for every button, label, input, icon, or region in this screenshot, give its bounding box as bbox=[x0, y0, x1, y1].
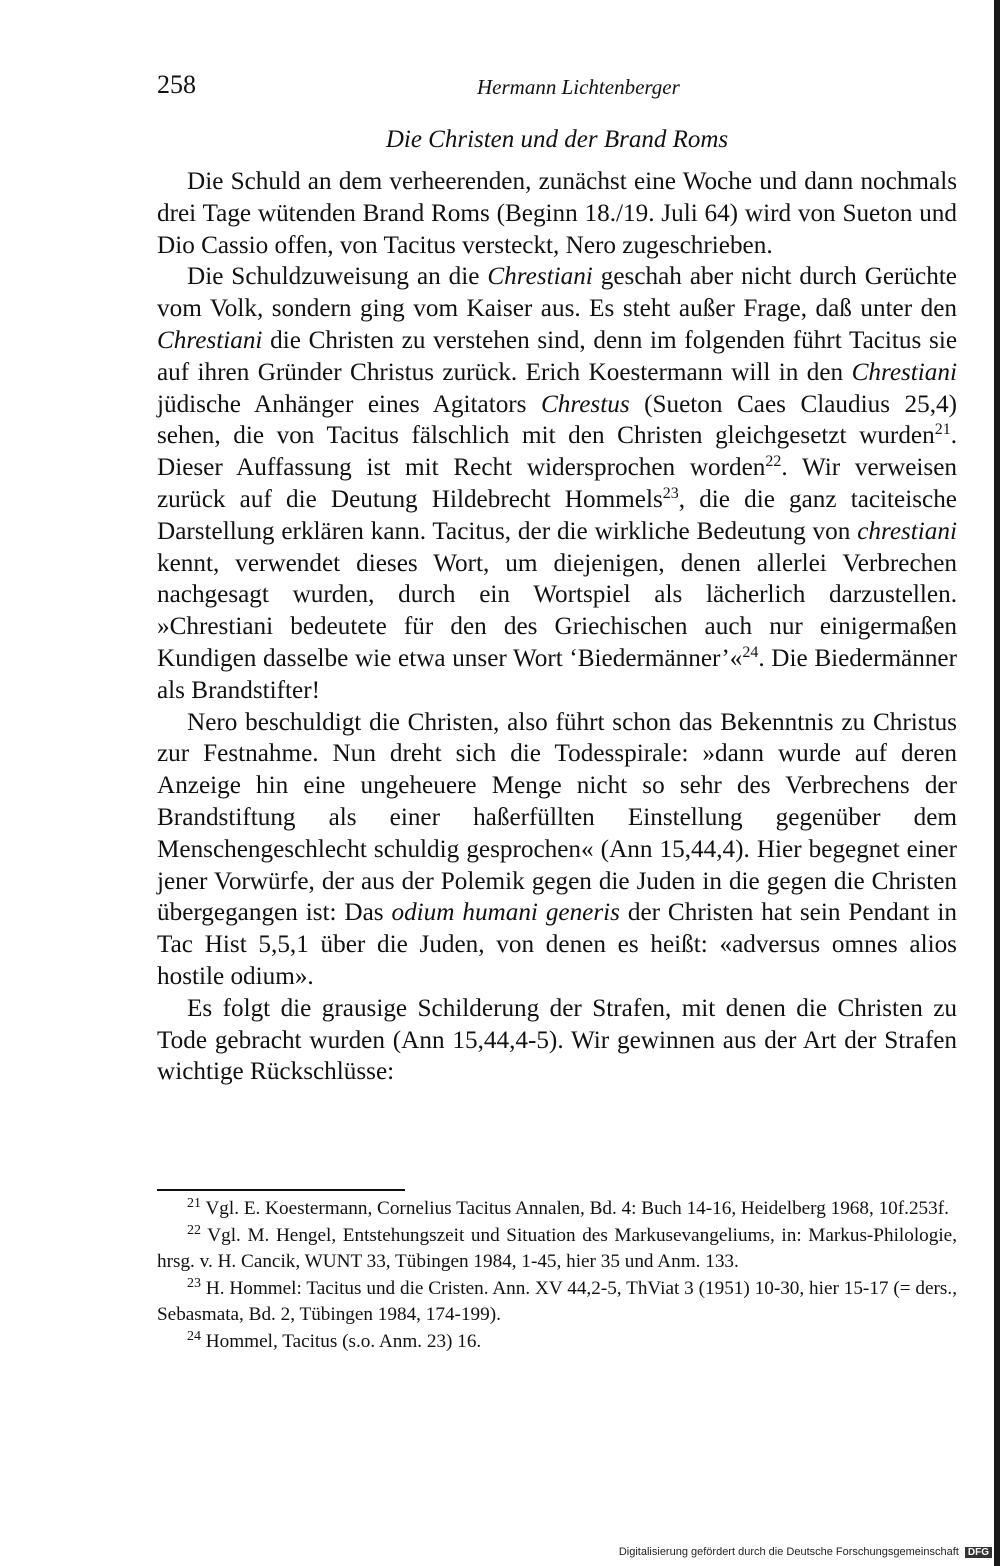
section-title: Die Christen und der Brand Roms bbox=[385, 126, 729, 153]
text-run: jüdische Anhänger eines Agitators bbox=[157, 390, 541, 418]
footnote-ref-22[interactable]: 22 bbox=[765, 453, 782, 471]
scan-edge bbox=[994, 0, 1000, 1566]
footnote-23 bbox=[157, 1276, 957, 1329]
footnote-text: Vgl. E. Koestermann, Cornelius Tacitus Annalen, Bd. 4: Buch 14-16, Heidelberg 1968, 10f.253f. bbox=[201, 1198, 949, 1219]
footnote-text: H. Hommel: Tacitus und die Cristen. Ann. XV 44,2-5, ThViat 3 (1951) 10-30, hier 15-17 (= ders., Sebasmata, Bd. 2, Tübingen 1984, 174-199). bbox=[157, 1277, 957, 1326]
text-run: kennt, verwendet dieses Wort, um diejenigen, denen allerlei Verbrechen nachgesagt wurden, durch ein Wortspiel als lächerlich darzustellen. »Chrestiani bedeutete für den des Griechischen auch nur einigermaßen Kundigen dasselbe wie etwa unser Wort ‘Biedermänner’« bbox=[157, 549, 957, 672]
footnote-ref-23[interactable]: 23 bbox=[662, 484, 679, 502]
text-run: . Die Biedermänner als Brandstifter! bbox=[157, 644, 957, 704]
text-run: , die die ganz taciteische Darstellung erklären kann. Tacitus, der die wirkliche Bedeutung von bbox=[157, 485, 957, 545]
paragraph-3 bbox=[157, 707, 957, 993]
italic-term: Chrestiani bbox=[487, 263, 593, 291]
italic-term: Chrestiani bbox=[157, 326, 263, 354]
footnote-ref-24[interactable]: 24 bbox=[742, 643, 759, 661]
footnote-ref-21[interactable]: 21 bbox=[934, 421, 951, 439]
italic-term: Chrestus bbox=[540, 390, 630, 418]
credit-text: Digitalisierung gefördert durch die Deutsche Forschungsgemeinschaft bbox=[618, 1546, 959, 1558]
dfg-logo-icon: DFG bbox=[965, 1547, 992, 1558]
paragraph-1: Die Schuld an dem verheerenden, zunächst eine Woche und dann nochmals drei Tage wütenden Brand Roms (Beginn 18./19. Juli 64) wird von Sueton und Dio Cassio offen, von Tacitus versteckt, Nero zugeschrieben. bbox=[157, 168, 957, 259]
italic-term: chrestiani bbox=[857, 517, 957, 545]
footnotes bbox=[157, 1196, 957, 1356]
text-run: . Dieser Auffassung ist mit Recht widersprochen worden bbox=[157, 422, 957, 482]
text-run: Die Schuldzuweisung an die bbox=[187, 263, 488, 291]
footnote-22 bbox=[157, 1223, 957, 1276]
text-run: geschah aber nicht durch Gerüchte vom Volk, sondern ging vom Kaiser aus. Es steht außer Frage, daß unter den bbox=[157, 263, 957, 323]
footnote-number: 22 bbox=[187, 1222, 201, 1238]
page-number: 258 bbox=[157, 70, 196, 99]
italic-term: odium humani generis bbox=[391, 899, 620, 927]
body-text bbox=[157, 166, 957, 1088]
footnote-text: Vgl. M. Hengel, Entstehungszeit und Situation des Markusevangeliums, in: Markus-Philologie, hrsg. v. H. Cancik, WUNT 33, Tübingen 1984, 1-45, hier 35 und Anm. 133. bbox=[157, 1224, 957, 1273]
footnote-number: 21 bbox=[187, 1196, 201, 1211]
footnote-number: 23 bbox=[187, 1275, 201, 1291]
footnote-24 bbox=[157, 1329, 957, 1356]
digitization-credit bbox=[619, 1546, 992, 1558]
footnote-text: Hommel, Tacitus (s.o. Anm. 23) 16. bbox=[201, 1330, 482, 1352]
paragraph-2 bbox=[157, 261, 957, 706]
text-run: der Christen hat sein Pendant in Tac Hist 5,5,1 über die Juden, von denen es heißt: «adversus omnes alios hostile odium». bbox=[157, 899, 957, 990]
italic-term: Chrestiani bbox=[851, 358, 957, 386]
text-run: Nero beschuldigt die Christen, also führt schon das Bekenntnis zu Christus zur Festnahme. Nun dreht sich die Todesspirale: »dann wurde auf deren Anzeige hin eine ungeheuere Menge nicht so sehr des Verbrechens der Brandstiftung als einer haßerfüllten Einstellung gegenüber dem Menschengeschlecht schuldig gesprochen« (Ann 15,44,4). Hier begegnet einer jener Vorwürfe, der aus der Polemik gegen die Juden in die gegen die Christen übergegangen ist: Das bbox=[157, 708, 957, 927]
running-head: Hermann Lichtenberger bbox=[477, 75, 680, 99]
text-run: . Wir verweisen zurück auf die Deutung Hildebrecht Hommels bbox=[157, 454, 957, 513]
footnote-divider bbox=[157, 1189, 405, 1191]
text-run: die Christen zu verstehen sind, denn im folgenden führt Tacitus sie auf ihren Gründer Christus zurück. Erich Koestermann will in den bbox=[157, 326, 957, 386]
footnote-number: 24 bbox=[187, 1328, 201, 1344]
paragraph-4: Es folgt die grausige Schilderung der Strafen, mit denen die Christen zu Tode gebracht wurden (Ann 15,44,4-5). Wir gewinnen aus der Art der Strafen wichtige Rückschlüsse: bbox=[157, 994, 957, 1086]
footnote-21 bbox=[157, 1196, 957, 1223]
text-run: (Sueton Caes Claudius 25,4) sehen, die von Tacitus fälschlich mit den Christen gleichgesetzt wurden bbox=[157, 390, 957, 450]
page-header bbox=[157, 68, 957, 104]
